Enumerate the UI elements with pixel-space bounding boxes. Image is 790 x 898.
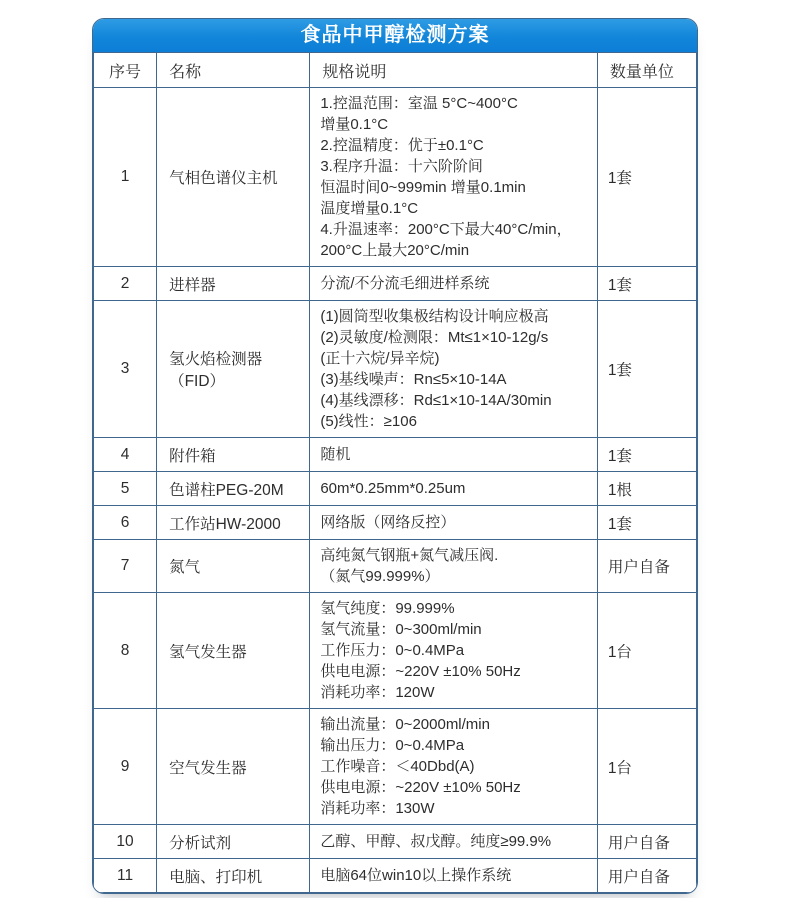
spec-line: 供电电源：~220V ±10% 50Hz <box>320 663 521 680</box>
spec-line: (1)圆筒型收集极结构设计响应极高 <box>320 308 549 325</box>
cell-no: 11 <box>94 859 157 893</box>
cell-qty: 用户自备 <box>597 540 696 593</box>
cell-no: 2 <box>94 267 157 301</box>
spec-table <box>93 52 697 893</box>
table-row <box>94 506 697 540</box>
spec-line: （氮气99.999%） <box>320 568 440 585</box>
spec-line: 工作压力：0~0.4MPa <box>320 642 465 659</box>
spec-line: 200°C上最大20°C/min <box>320 242 470 259</box>
table-row <box>94 540 697 593</box>
spec-line: 分流/不分流毛细进样系统 <box>320 275 490 292</box>
table-row <box>94 267 697 301</box>
cell-no: 8 <box>94 593 157 709</box>
spec-line: (4)基线漂移：Rd≤1×10-14A/30min <box>320 392 552 409</box>
cell-qty: 1套 <box>597 88 696 267</box>
cell-spec <box>310 859 597 893</box>
column-header-index: 序号 <box>94 53 157 88</box>
cell-no: 7 <box>94 540 157 593</box>
spec-line: 供电电源：~220V ±10% 50Hz <box>320 779 521 796</box>
spec-line: 工作噪音：＜40Dbd(A) <box>320 758 475 775</box>
spec-line: (3)基线噪声：Rn≤5×10-14A <box>320 371 507 388</box>
spec-line: 高纯氮气钢瓶+氮气减压阀. <box>320 547 499 564</box>
spec-line: 乙醇、甲醇、叔戊醇。纯度≥99.9% <box>320 833 552 850</box>
spec-line: 输出流量：0~2000ml/min <box>320 716 490 733</box>
spec-sheet <box>92 18 698 894</box>
spec-line: 3.程序升温：十六阶阶间 <box>320 158 483 175</box>
cell-spec <box>310 438 597 472</box>
cell-qty: 用户自备 <box>597 825 696 859</box>
cell-spec <box>310 88 597 267</box>
table-row <box>94 472 697 506</box>
spec-line: (5)线性：≥106 <box>320 413 417 430</box>
spec-line: 电脑64位win10以上操作系统 <box>320 867 512 884</box>
cell-no: 1 <box>94 88 157 267</box>
cell-spec <box>310 593 597 709</box>
spec-line: 输出压力：0~0.4MPa <box>320 737 465 754</box>
cell-name: 进样器 <box>157 267 310 301</box>
table-row <box>94 88 697 267</box>
cell-no: 3 <box>94 301 157 438</box>
cell-spec <box>310 301 597 438</box>
table-row <box>94 438 697 472</box>
table-row <box>94 825 697 859</box>
cell-no: 9 <box>94 709 157 825</box>
cell-no: 4 <box>94 438 157 472</box>
column-header-qty: 数量单位 <box>597 53 696 88</box>
cell-no: 10 <box>94 825 157 859</box>
spec-line: 消耗功率：130W <box>320 800 435 817</box>
table-row <box>94 709 697 825</box>
cell-spec <box>310 709 597 825</box>
cell-name: 氮气 <box>157 540 310 593</box>
cell-no: 5 <box>94 472 157 506</box>
cell-name: 氢气发生器 <box>157 593 310 709</box>
spec-line: (正十六烷/异辛烷) <box>320 350 440 367</box>
table-row <box>94 859 697 893</box>
cell-name: 氢火焰检测器（FID） <box>157 301 310 438</box>
cell-name: 附件箱 <box>157 438 310 472</box>
cell-qty: 1套 <box>597 301 696 438</box>
spec-line: 2.控温精度：优于±0.1°C <box>320 137 484 154</box>
cell-qty: 1套 <box>597 506 696 540</box>
cell-spec <box>310 472 597 506</box>
spec-line: 氢气流量：0~300ml/min <box>320 621 482 638</box>
cell-spec <box>310 506 597 540</box>
spec-line: 消耗功率：120W <box>320 684 435 701</box>
spec-line: 随机 <box>320 446 351 463</box>
cell-no: 6 <box>94 506 157 540</box>
cell-name: 色谱柱PEG-20M <box>157 472 310 506</box>
spec-line: 恒温时间0~999min 增量0.1min <box>320 179 526 196</box>
cell-name: 工作站HW-2000 <box>157 506 310 540</box>
header-row <box>94 53 697 88</box>
spec-line: 温度增量0.1°C <box>320 200 419 217</box>
spec-line: 60m*0.25mm*0.25um <box>320 480 466 497</box>
cell-qty: 用户自备 <box>597 859 696 893</box>
cell-spec <box>310 540 597 593</box>
cell-qty: 1台 <box>597 709 696 825</box>
cell-name: 分析试剂 <box>157 825 310 859</box>
spec-line: 4.升温速率：200°C下最大40°C/min， <box>320 221 572 238</box>
column-header-name: 名称 <box>157 53 310 88</box>
spec-line: 1.控温范围：室温 5°C~400°C <box>320 95 518 112</box>
cell-name: 电脑、打印机 <box>157 859 310 893</box>
cell-qty: 1套 <box>597 267 696 301</box>
cell-name: 空气发生器 <box>157 709 310 825</box>
table-row <box>94 593 697 709</box>
cell-qty: 1台 <box>597 593 696 709</box>
cell-name: 气相色谱仪主机 <box>157 88 310 267</box>
table-row <box>94 301 697 438</box>
document-title: 食品中甲醇检测方案 <box>93 19 697 52</box>
column-header-spec: 规格说明 <box>310 53 597 88</box>
spec-line: 网络版（网络反控） <box>320 514 456 531</box>
cell-qty: 1根 <box>597 472 696 506</box>
cell-spec <box>310 825 597 859</box>
spec-line: 氢气纯度：99.999% <box>320 600 455 617</box>
spec-line: 增量0.1°C <box>320 116 389 133</box>
cell-qty: 1套 <box>597 438 696 472</box>
cell-spec <box>310 267 597 301</box>
spec-line: (2)灵敏度/检测限：Mt≤1×10-12g/s <box>320 329 549 346</box>
